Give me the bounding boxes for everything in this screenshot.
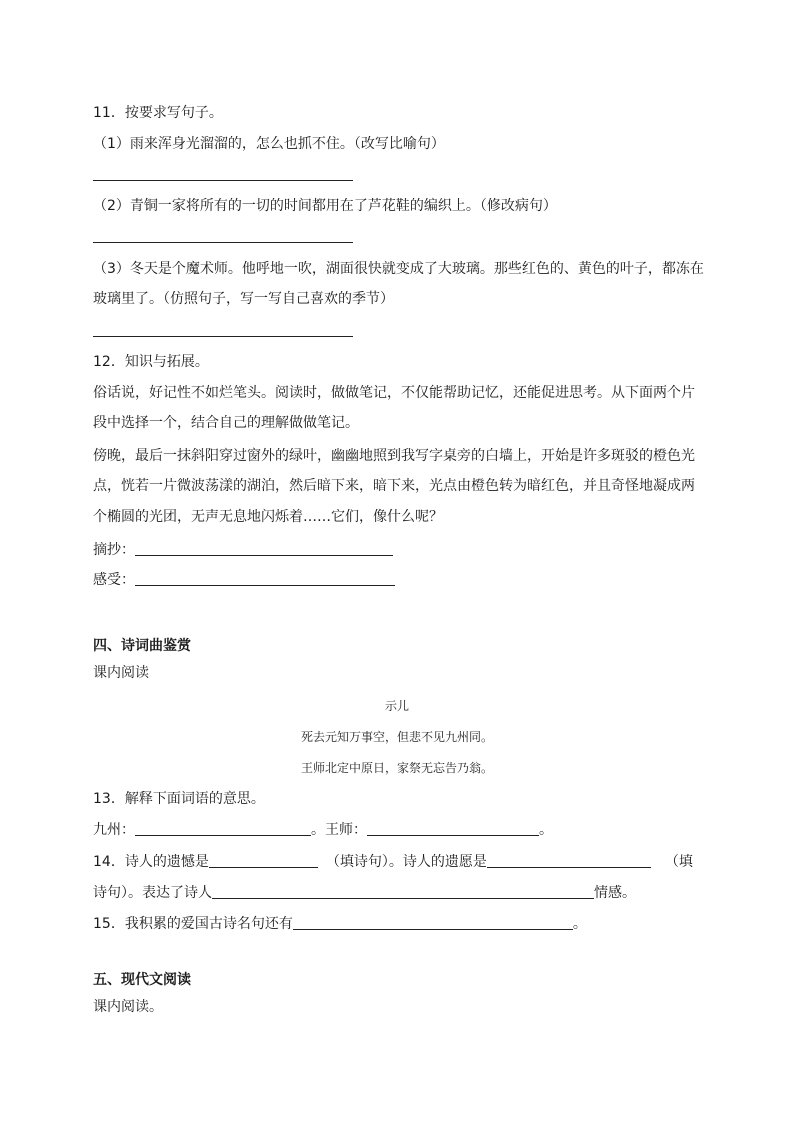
q13-wangshi-answer-line[interactable] xyxy=(367,821,539,836)
q11-part2-answer-line[interactable] xyxy=(93,242,353,243)
q13-jiuzhou-answer-line[interactable] xyxy=(135,821,311,836)
poem-line2: 王师北定中原日，家祭无忘告乃翁。 xyxy=(300,761,493,775)
q15-text2: 。 xyxy=(572,916,587,932)
q11-part2: （2）青铜一家将所有的一切的时间都用在了芦花鞋的编织上。（修改病句） xyxy=(93,198,557,214)
q12-title: 12．知识与拓展。 xyxy=(93,354,209,370)
q12-passage-line2: 点，恍若一片微波荡漾的湖泊，然后暗下来，暗下来，光点由橙色转为暗红色，并且奇怪地凝成两 xyxy=(93,478,695,494)
q15-row xyxy=(93,914,587,934)
q11-part3-answer-line[interactable] xyxy=(93,336,353,337)
q13-answer-row xyxy=(93,820,553,840)
q12-intro-line2: 段中选择一个，结合自己的理解做做笔记。 xyxy=(93,415,359,431)
q12-excerpt-row xyxy=(93,540,393,560)
q12-intro-line1: 俗话说，好记性不如烂笔头。阅读时，做做笔记，不仅能帮助记忆，还能促进思考。从下面两个片 xyxy=(93,385,695,401)
q14-row2 xyxy=(93,883,636,903)
poem-line1: 死去元知万事空，但悲不见九州同。 xyxy=(300,730,493,744)
q12-excerpt-label: 摘抄： xyxy=(93,542,135,558)
q14-row1 xyxy=(93,852,693,872)
q11-part1-answer-line[interactable] xyxy=(93,180,353,181)
q14-text3: （填 xyxy=(664,854,693,870)
q14-text2: （填诗句）。诗人的遗愿是 xyxy=(325,854,487,870)
q12-passage-line3: 个椭圆的光团，无声无息地闪烁着……它们，像什么呢？ xyxy=(93,509,443,525)
q13-end-period: 。 xyxy=(539,822,553,838)
poem-title: 示儿 xyxy=(384,699,409,713)
q13-jiuzhou-label: 九州： xyxy=(93,822,135,838)
q11-part1: （1）雨来浑身光溜溜的，怎么也抓不住。（改写比喻句） xyxy=(93,136,445,152)
q11-part3-line2: 玻璃里了。（仿照句子，写一写自己喜欢的季节） xyxy=(93,291,394,307)
section5-subheading: 课内阅读。 xyxy=(93,999,163,1015)
q15-text1: 15．我积累的爱国古诗名句还有 xyxy=(93,916,293,932)
q15-answer-line[interactable] xyxy=(293,915,573,930)
q14-wish-answer-line[interactable] xyxy=(487,853,651,868)
q14-text4: 诗句）。表达了诗人 xyxy=(93,885,212,901)
q12-feeling-label: 感受： xyxy=(93,572,135,588)
q11-title: 11．按要求写句子。 xyxy=(93,105,223,121)
q14-regret-answer-line[interactable] xyxy=(209,853,318,868)
q12-excerpt-answer-line[interactable] xyxy=(135,541,393,556)
q12-passage-line1: 傍晚，最后一抹斜阳穿过窗外的绿叶，幽幽地照到我写字桌旁的白墙上，开始是许多斑驳的橙色光 xyxy=(93,448,695,464)
q12-feeling-row xyxy=(93,570,395,590)
section4-subheading: 课内阅读 xyxy=(93,665,149,681)
q14-emotion-answer-line[interactable] xyxy=(212,884,594,899)
q12-feeling-answer-line[interactable] xyxy=(135,571,395,586)
q14-text1: 14．诗人的遗憾是 xyxy=(93,854,209,870)
q11-part3-line1: （3）冬天是个魔术师。他呼地一吹，湖面很快就变成了大玻璃。那些红色的、黄色的叶子，都冻在 xyxy=(93,261,704,277)
section4-heading: 四、诗词曲鉴赏 xyxy=(93,638,191,654)
section5-heading: 五、现代文阅读 xyxy=(93,972,191,988)
q13-title: 13．解释下面词语的意思。 xyxy=(93,791,265,807)
q14-text5: 情感。 xyxy=(594,885,636,901)
q13-wangshi-label: 。王师： xyxy=(311,822,367,838)
